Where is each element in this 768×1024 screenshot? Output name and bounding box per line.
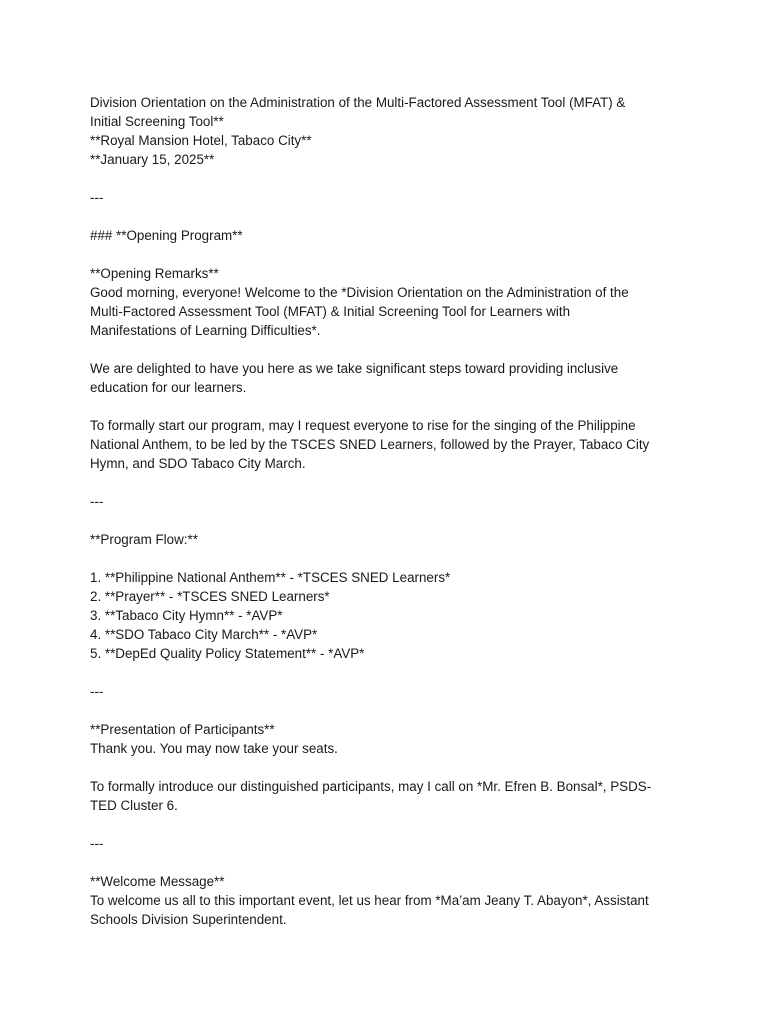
program-flow-item: 2. **Prayer** - *TSCES SNED Learners* (90, 589, 330, 604)
participants-intro-line-2: TED Cluster 6. (90, 798, 178, 813)
separator: --- (90, 684, 104, 699)
separator: --- (90, 494, 104, 509)
blank-line (90, 853, 690, 872)
program-flow-list (90, 568, 690, 663)
participants-heading: **Presentation of Participants** (90, 722, 275, 737)
blank-line (90, 473, 690, 492)
start-line-2: National Anthem, to be led by the TSCES SNED Learners, followed by the Prayer, Tabaco City (90, 437, 650, 452)
start-line-1: To formally start our program, may I request everyone to rise for the singing of the Philippine (90, 418, 636, 433)
venue-line: **Royal Mansion Hotel, Tabaco City** (90, 133, 312, 148)
document-title-line-2: Initial Screening Tool** (90, 114, 224, 129)
program-flow-item: 1. **Philippine National Anthem** - *TSCES SNED Learners* (90, 570, 451, 585)
welcome-heading: **Welcome Message** (90, 874, 225, 889)
blank-line (90, 245, 690, 264)
blank-line (90, 207, 690, 226)
delight-line-2: education for our learners. (90, 380, 247, 395)
opening-remarks-line-1: Good morning, everyone! Welcome to the *Division Orientation on the Administration of the (90, 285, 629, 300)
opening-remarks-line-3: Manifestations of Learning Difficulties*. (90, 323, 321, 338)
program-flow-item: 4. **SDO Tabaco City March** - *AVP* (90, 627, 318, 642)
participants-line-1: Thank you. You may now take your seats. (90, 741, 338, 756)
opening-remarks-heading: **Opening Remarks** (90, 266, 219, 281)
document-page (90, 93, 690, 929)
opening-program-heading: ### **Opening Program** (90, 228, 243, 243)
blank-line (90, 815, 690, 834)
separator: --- (90, 836, 104, 851)
participants-intro-line-1: To formally introduce our distinguished participants, may I call on *Mr. Efren B. Bonsal*, PSDS- (90, 779, 652, 794)
program-flow-item: 3. **Tabaco City Hymn** - *AVP* (90, 608, 283, 623)
start-line-3: Hymn, and SDO Tabaco City March. (90, 456, 306, 471)
blank-line (90, 701, 690, 720)
blank-line (90, 397, 690, 416)
welcome-line-2: Schools Division Superintendent. (90, 912, 287, 927)
opening-remarks-line-2: Multi-Factored Assessment Tool (MFAT) & Initial Screening Tool for Learners with (90, 304, 571, 319)
welcome-line-1: To welcome us all to this important event, let us hear from *Ma’am Jeany T. Abayon*, Assistant (90, 893, 649, 908)
blank-line (90, 169, 690, 188)
blank-line (90, 511, 690, 530)
document-title-line-1: Division Orientation on the Administration of the Multi-Factored Assessment Tool (MFAT) & (90, 95, 626, 110)
blank-line (90, 758, 690, 777)
program-flow-heading: **Program Flow:** (90, 532, 198, 547)
blank-line (90, 549, 690, 568)
delight-line-1: We are delighted to have you here as we take significant steps toward providing inclusive (90, 361, 619, 376)
separator: --- (90, 190, 104, 205)
blank-line (90, 340, 690, 359)
date-line: **January 15, 2025** (90, 152, 215, 167)
program-flow-item: 5. **DepEd Quality Policy Statement** - *AVP* (90, 646, 365, 661)
blank-line (90, 663, 690, 682)
